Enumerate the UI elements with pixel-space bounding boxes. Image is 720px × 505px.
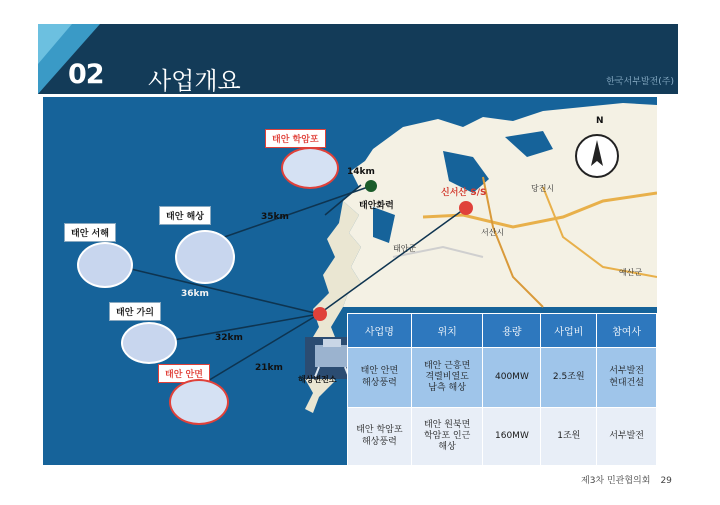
header-capacity: 용량 — [483, 314, 541, 348]
table-row — [348, 408, 657, 466]
section-header — [38, 24, 678, 94]
header-cost: 사업비 — [541, 314, 597, 348]
header-location: 위치 — [411, 314, 483, 348]
page-number: 29 — [660, 476, 672, 486]
cell: 태안 안면 해상풍력 — [348, 348, 412, 408]
distance-seohae: 36km — [181, 289, 209, 299]
cell: 160MW — [483, 408, 541, 466]
cell: 서부발전 — [597, 408, 657, 466]
place-taean: 태안군 — [393, 244, 417, 253]
place-sinseosan: 신서산 S/S — [441, 188, 487, 198]
page-footer — [581, 473, 672, 486]
distance-anmyeon: 21km — [255, 363, 283, 373]
cell: 서부발전 현대건설 — [597, 348, 657, 408]
compass-north-label: N — [596, 116, 604, 126]
cell: 400MW — [483, 348, 541, 408]
cell: 태안 근흥면 격렬비열도 남측 해상 — [411, 348, 483, 408]
distance-gaui: 32km — [215, 333, 243, 343]
area-label-seohae: 태안 서해 — [64, 223, 116, 242]
distance-haesang: 35km — [261, 212, 289, 222]
cell: 태안 원북면 학암포 인근 해상 — [411, 408, 483, 466]
header-band — [38, 24, 678, 94]
header-project-name: 사업명 — [348, 314, 412, 348]
compass-icon — [575, 134, 619, 178]
site-hakampo — [281, 147, 339, 189]
place-taean-power: 태안화력 — [359, 201, 394, 211]
section-number: 02 — [68, 59, 104, 90]
place-dangjin: 당진시 — [531, 184, 555, 193]
cell: 2.5조원 — [541, 348, 597, 408]
sinseosan-marker — [459, 201, 473, 215]
site-haesang — [175, 230, 235, 284]
place-yesan: 예산군 — [619, 268, 643, 277]
distance-hakampo: 14km — [347, 167, 375, 177]
cell: 태안 학암포 해상풍력 — [348, 408, 412, 466]
place-seosan: 서산시 — [481, 228, 505, 237]
project-table — [347, 313, 657, 466]
cell: 1조원 — [541, 408, 597, 466]
substation-label: 해상변전소 — [298, 375, 337, 384]
meeting-name: 제3차 민관협의회 — [581, 476, 651, 486]
area-label-anmyeon: 태안 안면 — [158, 364, 210, 383]
power-plant-marker — [365, 180, 377, 192]
area-label-hakampo: 태안 학암포 — [265, 129, 326, 148]
substation-marker — [313, 307, 327, 321]
section-title: 사업개요 — [148, 67, 241, 95]
area-label-haesang: 태안 해상 — [159, 206, 211, 225]
area-label-gaui: 태안 가의 — [109, 302, 161, 321]
header-participants: 참여사 — [597, 314, 657, 348]
site-anmyeon — [169, 379, 229, 425]
site-seohae — [77, 242, 133, 288]
site-gaui — [121, 322, 177, 364]
table-row — [348, 348, 657, 408]
header-accent-small-triangle — [38, 24, 72, 64]
table-header-row — [348, 314, 657, 348]
company-name: 한국서부발전(주) — [606, 77, 674, 87]
